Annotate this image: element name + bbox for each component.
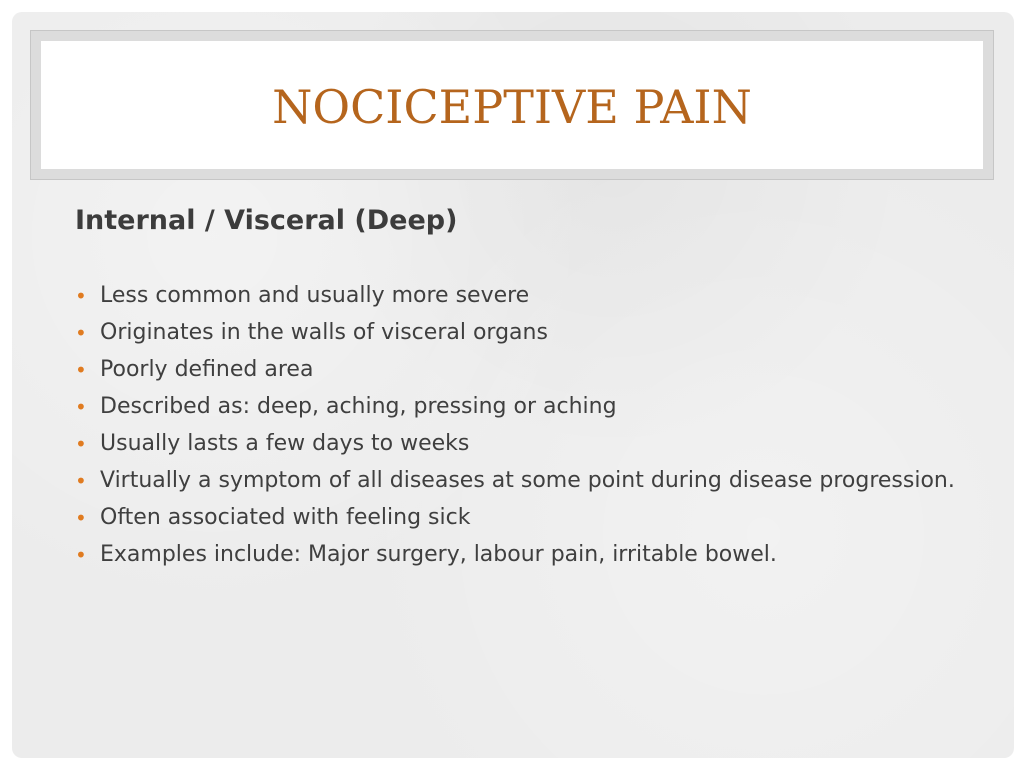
bullet-item (75, 392, 955, 422)
bullet-item (75, 429, 955, 459)
bullet-text: Examples include: Major surgery, labour pain, irritable bowel. (100, 542, 777, 567)
title-box (41, 41, 983, 169)
bullet-item (75, 355, 955, 385)
bullet-dot-icon: • (75, 321, 87, 345)
bullet-item (75, 281, 955, 311)
title-frame (30, 30, 994, 180)
bullet-text: Poorly defined area (100, 357, 314, 382)
bullet-item (75, 503, 955, 533)
bullet-text: Often associated with feeling sick (100, 505, 471, 530)
bullet-dot-icon: • (75, 395, 87, 419)
bullet-dot-icon: • (75, 506, 87, 530)
slide-subheading: Internal / Visceral (Deep) (75, 205, 458, 236)
bullet-list (75, 281, 955, 577)
bullet-dot-icon: • (75, 284, 87, 308)
bullet-dot-icon: • (75, 432, 87, 456)
bullet-item (75, 466, 955, 496)
bullet-text: Less common and usually more severe (100, 283, 530, 308)
bullet-item (75, 540, 955, 570)
bullet-dot-icon: • (75, 543, 87, 567)
bullet-text: Originates in the walls of visceral organs (100, 320, 548, 345)
slide-title: NOCICEPTIVE PAIN (272, 80, 752, 134)
bullet-text: Usually lasts a few days to weeks (100, 431, 470, 456)
bullet-dot-icon: • (75, 469, 87, 493)
bullet-text: Virtually a symptom of all diseases at some point during disease progression. (100, 468, 955, 493)
bullet-item (75, 318, 955, 348)
slide (12, 12, 1014, 758)
bullet-dot-icon: • (75, 358, 87, 382)
bullet-text: Described as: deep, aching, pressing or aching (100, 394, 617, 419)
